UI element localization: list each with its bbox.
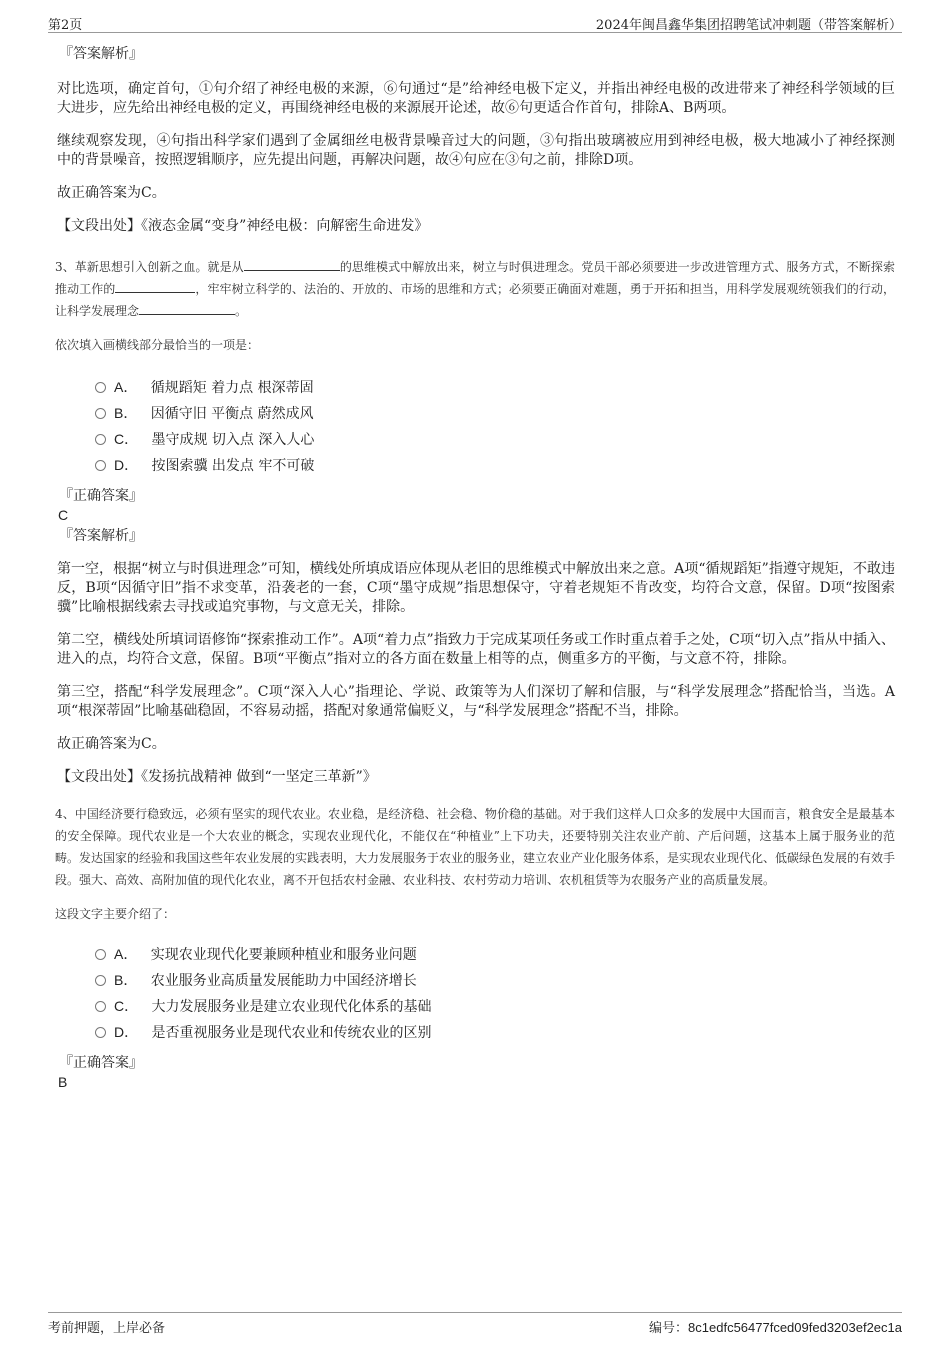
option-a[interactable]: A． 实现农业现代化要兼顾种植业和服务业问题 [95,941,895,967]
option-b[interactable]: B． 农业服务业高质量发展能助力中国经济增长 [95,967,895,993]
analysis-paragraph: 继续观察发现，④句指出科学家们遇到了金属细丝电极背景噪音过大的问题，③句指出玻璃被应用到神经电极，极大地减小了神经探测中的背景噪音，按照逻辑顺序，应先提出问题，再解决问题，故④句应在③句之前，排除D项。 [57,133,895,168]
page-number: 第2页 [48,18,83,33]
footer-slogan: 考前押题，上岸必备 [48,1321,166,1336]
option-d[interactable]: D． 是否重视服务业是现代农业和传统农业的区别 [95,1019,895,1045]
radio-icon[interactable] [95,434,106,445]
radio-icon[interactable] [95,460,106,471]
radio-icon[interactable] [95,1027,106,1038]
source-citation: 【文段出处】《发扬抗战精神 做到“一坚定三革新”》 [57,769,377,785]
radio-icon[interactable] [95,1001,106,1012]
radio-icon[interactable] [95,408,106,419]
question-3-stem: 3、革新思想引入创新之血。就是从 的思维模式中解放出来，树立与时俱进理念。党员干部必须要进一步改进管理方式、服务方式，不断探索推动工作的 ，牢牢树立科学的、法治的、开放的、市场的思维和方式；必须要正确面对难题，勇于开拓和担当，用科学发展观统领我们的行动，让科学发展理念 。 [55,256,895,322]
option-d[interactable]: D． 按图索骥 出发点 牢不可破 [95,452,895,478]
question-prompt: 依次填入画横线部分最恰当的一项是： [55,338,260,352]
option-c[interactable]: C． 大力发展服务业是建立农业现代化体系的基础 [95,993,895,1019]
document-code: 编号：8c1edfc56477fced09fed3203ef2ec1a [649,1320,902,1335]
page-footer [48,1312,902,1336]
correct-answer-tag: 『正确答案』 [59,1055,143,1071]
question-prompt: 这段文字主要介绍了： [55,907,176,921]
radio-icon[interactable] [95,382,106,393]
fill-blank [139,300,235,315]
correct-answer-tag: 『正确答案』 [59,488,143,504]
page-header [48,12,902,33]
analysis-paragraph: 第二空，横线处所填词语修饰“探索推动工作”。A项“着力点”指致力于完成某项任务或工作时重点着手之处，C项“切入点”指从中插入、进入的点，均符合文意，保留。B项“平衡点”指对立的各方面在数量上相等的点，侧重多方的平衡，与文意不符，排除。 [57,632,895,667]
option-list [95,374,895,478]
radio-icon[interactable] [95,975,106,986]
option-c[interactable]: C． 墨守成规 切入点 深入人心 [95,426,895,452]
fill-blank [115,278,195,293]
option-a[interactable]: A． 循规蹈矩 着力点 根深蒂固 [95,374,895,400]
document-title: 2024年闽昌鑫华集团招聘笔试冲刺题（带答案解析） [595,18,902,33]
answer-conclusion: 故正确答案为C。 [57,736,166,752]
radio-icon[interactable] [95,949,106,960]
analysis-paragraph: 第一空，根据“树立与时俱进理念”可知，横线处所填成语应体现从老旧的思维模式中解放出来之意。A项“循规蹈矩”指遵守规矩，不敢违反，B项“因循守旧”指不求变革，沿袭老的一套，C项“墨守成规”指思想保守，守着老规矩不肯改变，均符合文意，保留。D项“按图索骥”比喻根据线索去寻找或追究事物，与文意无关，排除。 [57,561,895,615]
analysis-tag: 『答案解析』 [59,528,143,544]
correct-answer: C [58,507,69,523]
answer-conclusion: 故正确答案为C。 [57,185,166,201]
question-4-stem: 4、中国经济要行稳致远，必须有坚实的现代农业。农业稳，是经济稳、社会稳、物价稳的基础。对于我们这样人口众多的发展中大国而言，粮食安全是最基本的安全保障。现代农业是一个大农业的概念，实现农业现代化，不能仅在“种植业”上下功夫，还要特别关注农业产前、产后问题，这基本上属于服务业的范畴。发达国家的经验和我国这些年农业发展的实践表明，大力发展服务于农业的服务业，建立农业产业化服务体系，是实现农业现代化、低碳绿色发展的有效手段。强大、高效、高附加值的现代化农业，离不开包括农村金融、农业科技、农村劳动力培训、农机租赁等为农服务产业的高质量发展。 [55,807,896,887]
analysis-paragraph: 对比选项，确定首句，①句介绍了神经电极的来源，⑥句通过“是”给神经电极下定义，并指出神经电极的改进带来了神经科学领域的巨大进步，应先给出神经电极的定义，再围绕神经电极的来源展开论述，故⑥句更适合作首句，排除A、B两项。 [57,81,895,116]
option-list [95,941,895,1045]
document-body [57,44,895,1091]
analysis-tag: 『答案解析』 [59,46,143,62]
analysis-paragraph: 第三空，搭配“科学发展理念”。C项“深入人心”指理论、学说、政策等为人们深切了解和信服，与“科学发展理念”搭配恰当，当选。A项“根深蒂固”比喻基础稳固，不容易动摇，搭配对象通常偏贬义，与“科学发展理念”搭配不当，排除。 [57,684,895,719]
source-citation: 【文段出处】《液态金属“变身”神经电极：向解密生命进发》 [57,218,429,234]
correct-answer: B [58,1074,68,1090]
option-b[interactable]: B． 因循守旧 平衡点 蔚然成风 [95,400,895,426]
fill-blank [244,256,340,271]
